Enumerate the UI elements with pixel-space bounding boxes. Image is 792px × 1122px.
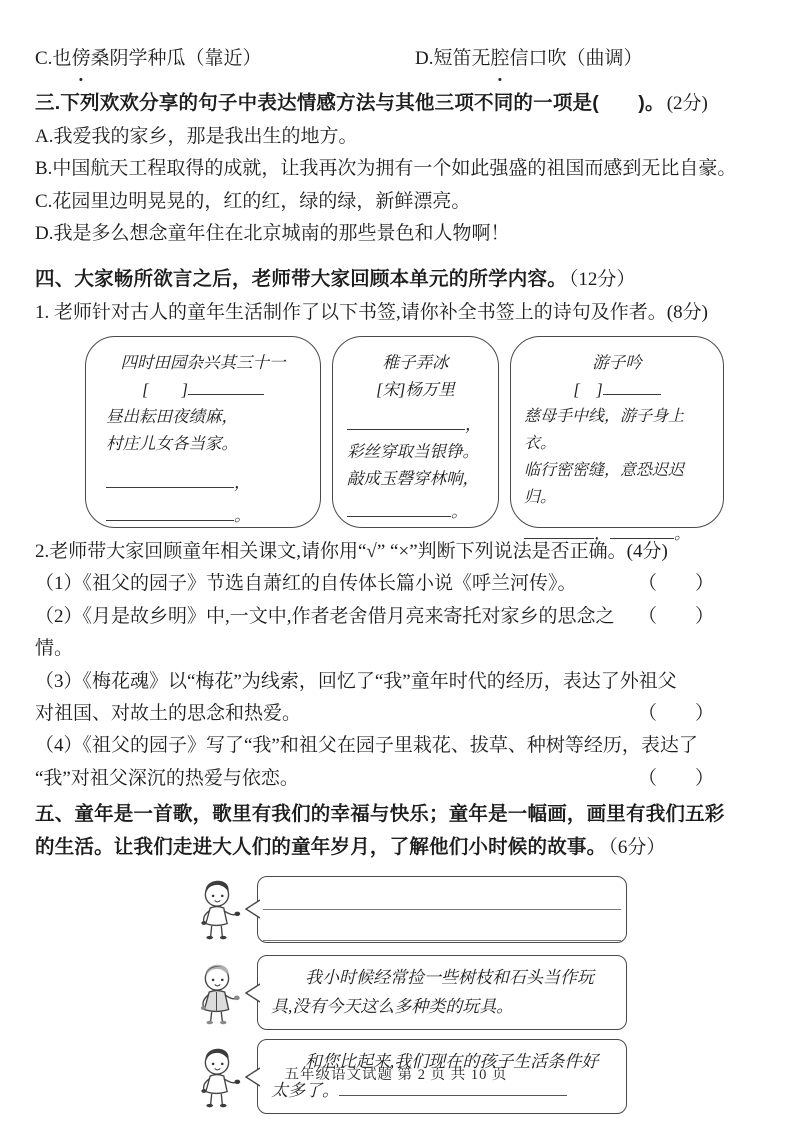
bookmarks-row	[85, 336, 760, 544]
section3-heading	[35, 86, 760, 121]
bookmark1-poem-line2: 村庄儿女各当家。	[106, 434, 238, 454]
bookmark1-bracket: [ ]	[142, 380, 188, 400]
judgment-1-text: （1）《祖父的园子》节选自萧红的自传体长篇小说《呼兰河传》。	[35, 573, 577, 595]
bookmark3-title: 游子吟	[592, 353, 642, 373]
section4-item2: 2.老师带大家回顾童年相关课文,请你用“√” “×”判断下列说法是否正确。(4分)	[35, 541, 668, 563]
bookmark3-author-row	[519, 376, 715, 403]
bookmark-card-2	[332, 336, 499, 528]
section4-score: （12分）	[568, 268, 636, 290]
section4-heading-text: 四、大家畅所欲言之后，老师带大家回顾本单元的所学内容。	[35, 267, 567, 290]
judgment-3-line1: （3）《梅花魂》以“梅花”为线索，回忆了“我”童年时代的经历，表达了外祖父	[35, 670, 677, 692]
section4-heading	[35, 262, 760, 297]
bookmark3-poem-line1: 慈母手中线，游子身上衣。	[524, 408, 685, 453]
bookmark1-blank-line1	[94, 469, 312, 496]
dialog-row-2	[185, 955, 760, 1030]
blank-tail: 。	[451, 502, 468, 522]
bookmark2-poem-line1: 彩丝穿取当银铮。	[347, 442, 479, 462]
judgment-1-answer-paren: （ ）	[637, 573, 714, 595]
judgment-1	[35, 568, 760, 600]
judgment-3-answer-paren: （ ）	[637, 703, 714, 725]
bookmark2-blank-line1	[341, 411, 490, 438]
bookmark1-blank-line2	[94, 502, 312, 529]
bookmark3-poem-line2: 临行密密缝，意恐迟迟归。	[524, 462, 685, 507]
section4-item1: 1. 老师针对古人的童年生活制作了以下书签,请你补全书签上的诗句及作者。(8分)	[35, 301, 708, 323]
section5-heading	[35, 798, 760, 864]
blank-tail: 。	[674, 526, 691, 544]
option-d-pre: D.短笛无	[415, 48, 491, 69]
option-c	[35, 42, 415, 75]
dialog-row-1	[185, 872, 760, 946]
answer-blank	[263, 910, 621, 941]
section3-option-b: B.中国航天工程取得的成就，让我再次为拥有一个如此强盛的祖国而感到无比自豪。	[35, 158, 737, 180]
bubble-tail-icon	[245, 899, 260, 919]
judgment-2-text: （2）《月是故乡明》中,一文中,作者老舍借月亮来寄托对家乡的思念之情。	[35, 605, 615, 660]
blank-tail: ，	[465, 415, 482, 435]
elderly-man-cartoon-icon	[185, 956, 247, 1030]
option-d-post: 信口吹（曲调）	[509, 48, 643, 69]
judgment-2-answer-paren: （ ）	[637, 605, 714, 627]
section5-line1: 五、童年是一首歌，歌里有我们的幸福与快乐；童年是一幅画，画里有我们五彩	[35, 803, 725, 826]
option-d	[415, 42, 643, 75]
section3-option-c: C.花园里边明晃晃的，红的红，绿的绿，新鲜漂亮。	[35, 190, 471, 212]
bookmark1-author-row	[94, 376, 312, 403]
section3-heading-text: 三.下列欢欢分享的句子中表达情感方法与其他三项不同的一项是( )。	[35, 92, 665, 114]
speech-bubble-2	[257, 955, 627, 1030]
judgment-4-text: “我”对祖父深沉的热爱与依恋。	[35, 767, 299, 789]
answer-blank	[188, 379, 264, 395]
judgment-3-line2	[35, 698, 760, 730]
option-row-cd	[35, 42, 760, 75]
bookmark2-title: 稚子弄冰	[382, 353, 449, 373]
section5-score: （6分）	[608, 837, 666, 859]
answer-blank	[263, 879, 621, 910]
judgment-4-line2	[35, 763, 760, 795]
bookmark2-author: [宋]杨万里	[376, 380, 455, 400]
bookmark3-bracket: [ ]	[573, 380, 603, 400]
bubble-tail-icon	[245, 983, 260, 1003]
bookmark-card-1	[85, 336, 321, 528]
section3-score: (2分)	[666, 93, 708, 114]
bubble-2-text: 我小时候经常捡一些树枝和石头当作玩具,没有今天这么多种类的玩具。	[271, 968, 594, 1017]
judgment-4-answer-paren: （ ）	[637, 767, 714, 789]
answer-blank	[603, 379, 661, 395]
bookmark-card-3	[510, 336, 724, 544]
option-c-pre: C.也	[35, 48, 72, 69]
blank-tail: ，	[234, 473, 251, 493]
section3-option-d: D.我是多么想念童年住在北京城南的那些景色和人物啊！	[35, 223, 510, 245]
answer-blank	[347, 501, 451, 517]
judgment-4-line1: （4）《祖父的园子》写了“我”和祖父在园子里栽花、拔草、种树等经历，表达了	[35, 735, 698, 757]
answer-blank	[106, 505, 234, 521]
boy-cartoon-icon	[185, 872, 247, 946]
bookmark2-blank-line2	[341, 498, 490, 525]
speech-bubble-1	[257, 876, 627, 943]
bookmark1-poem-line1: 昼出耘田夜绩麻，	[106, 407, 238, 427]
bookmark2-poem-line2: 敲成玉磬穿林响，	[347, 469, 479, 489]
bookmark1-title: 四时田园杂兴其三十一	[120, 353, 286, 373]
option-c-post: 桑阴学种瓜（靠近）	[90, 48, 262, 69]
blank-tail: ，	[594, 526, 611, 544]
judgment-2	[35, 601, 760, 666]
answer-blank	[106, 472, 234, 488]
option-c-dotted-char: 傍	[71, 42, 90, 75]
bubble-3-text-content: 和您比起来,我们现在的孩子生活条件好太多了。	[271, 1052, 599, 1101]
option-d-dotted-char: 腔	[490, 42, 509, 75]
answer-blank	[347, 414, 465, 430]
section3-option-a: A.我爱我的家乡，那是我出生的地方。	[35, 126, 358, 147]
blank-tail: 。	[234, 506, 251, 526]
section5-line2: 的生活。让我们走进大人们的童年岁月，了解他们小时候的故事。	[35, 836, 607, 859]
judgment-3-text: 对祖国、对故土的思念和热爱。	[35, 703, 302, 725]
page-footer: 五年级语文试题 第 2 页 共 10 页	[284, 1067, 508, 1083]
